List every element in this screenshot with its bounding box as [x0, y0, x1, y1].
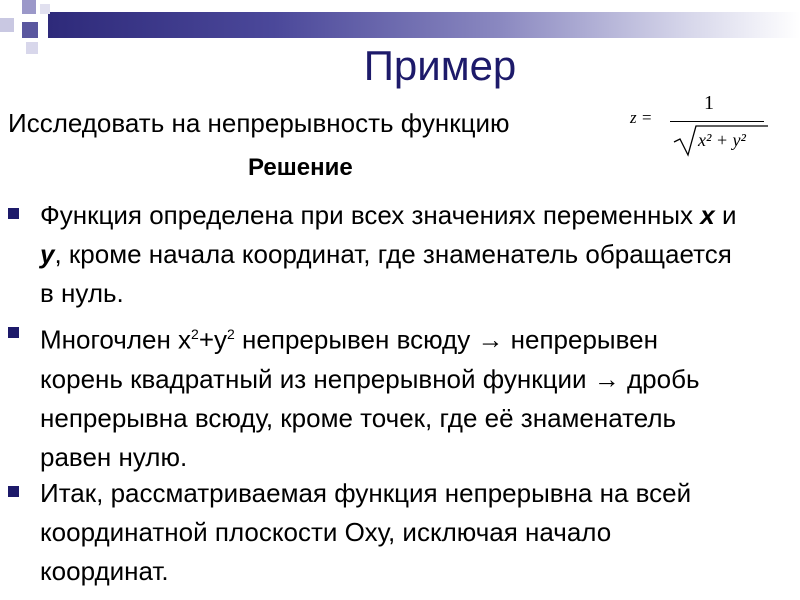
formula-numerator: 1 [704, 92, 714, 114]
bullet-marker-icon [8, 486, 19, 497]
bullet-marker-icon [8, 208, 19, 219]
function-formula [630, 92, 770, 162]
decorative-square [22, 22, 38, 38]
bullet-item: Функция определена при всех значениях переменных x и y, кроме начала координат, где знаменатель обращается в нуль. [40, 196, 740, 313]
variable-y: y [40, 239, 55, 269]
formula-lhs: z = [630, 108, 653, 127]
decorative-square [40, 4, 50, 14]
formula-radicand: x² + y² [698, 130, 746, 150]
bullet-marker-icon [8, 327, 19, 338]
decorative-square [0, 18, 14, 32]
variable-x: x [700, 200, 715, 230]
slide-title: Пример [363, 42, 517, 89]
bullet-item: Итак, рассматриваемая функция непрерывна на всей координатной плоскости Оху, исключая начало координат. [40, 474, 740, 591]
task-statement: Исследовать на непрерывность функцию [8, 108, 510, 138]
decorative-square [22, 0, 36, 14]
solution-heading: Решение [248, 154, 353, 181]
fraction-line [670, 121, 764, 122]
formula-denominator [672, 124, 768, 156]
bullet-item: Многочлен $x^2+y^2$ непрерывен всюду → непрерывен корень квадратный из непрерывной функции → дробь непрерывна всюду, кроме точек, где её знаменатель равен нулю. [40, 315, 740, 477]
decorative-header-bar [48, 12, 800, 38]
